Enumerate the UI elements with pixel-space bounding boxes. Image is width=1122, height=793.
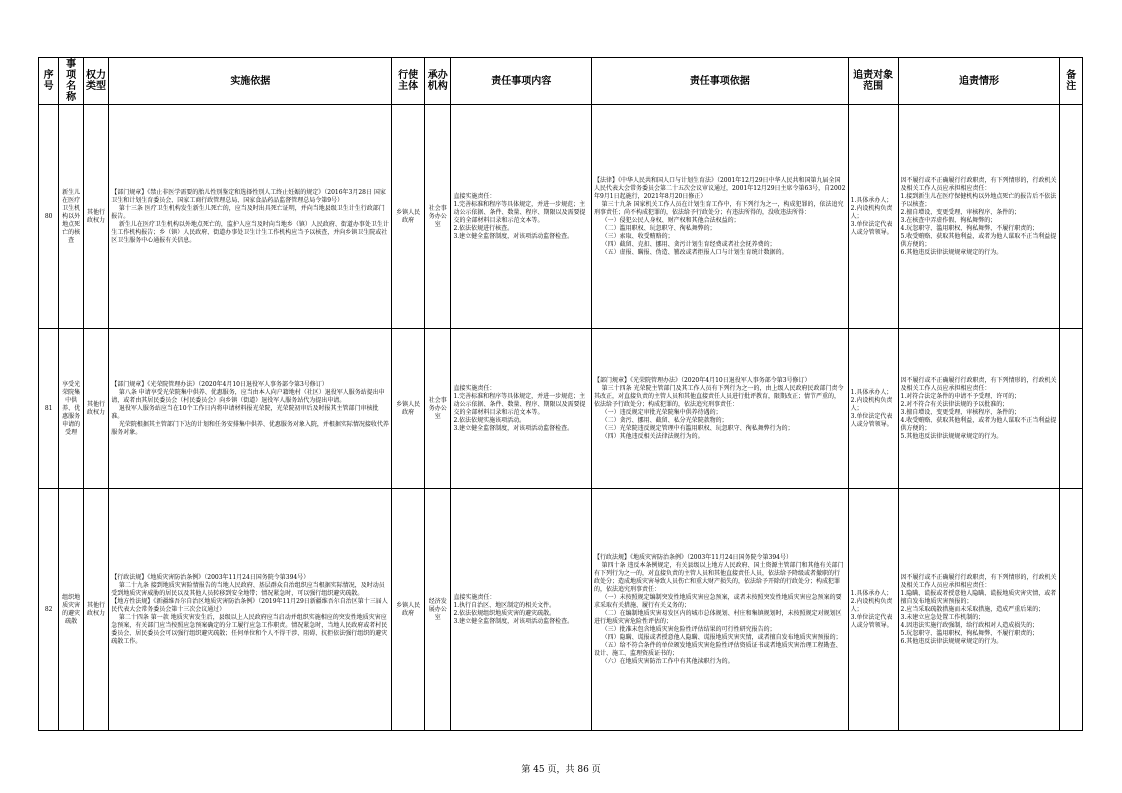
table-row xyxy=(39,329,1083,489)
cell-duty: 直接实施责任： 1.完善标准和程序等具体规定，并进一步规范；主动公示依据、条件、数量、程序、期限以及需要提交的全部材料目录和示范文本等。 2.依法依规实施该项活动。 3.建立健全监督制度，对该项活动监督检查。 xyxy=(451,329,592,489)
header-row xyxy=(39,58,1083,105)
table-row xyxy=(39,489,1083,731)
cell-org: 社会事务办公室 xyxy=(424,329,450,489)
table-row xyxy=(39,105,1083,329)
cell-duty-basis: 【行政法规】《地质灾害防治条例》（2003年11月24日国务院令第394号） 第四十条 违反本条例规定，有关县级以上地方人民政府、国土资源主管部门和其他有关部门有下列行为之一的，对直接负责的主管人员和其他直接责任人员，依法给予降级或者撤职的行政处分；造成地质灾害导致人员伤亡和重大财产损失的，依法给予开除的行政处分；构成犯罪的，依法追究刑事责任： （一）未按照规定编制突发性地质灾害应急预案，或者未按照突发性地质灾害应急预案的要求采取有关措施、履行有关义务的； （二）在编制地质灾害易发区内的城市总体规划、村庄和集镇规划时，未按照规定对规划区进行地质灾害危险性评估的； （三）批准未包含地质灾害危险性评估结果的可行性研究报告的； （四）隐瞒、谎报或者授意他人隐瞒、谎报地质灾害灾情，或者擅自发布地质灾害预报的； （五）给不符合条件的单位颁发地质灾害危险性评估资质证书或者地质灾害治理工程勘查、设计、施工、监理资质证书的； （六）在地质灾害防治工作中有其他渎职行为的。 xyxy=(591,489,848,731)
cell-org: 经济发展办公室 xyxy=(424,489,450,731)
header-subject: 行使主体 xyxy=(392,58,425,105)
cell-seq: 80 xyxy=(39,105,59,329)
responsibility-table xyxy=(38,57,1083,731)
header-basis: 实施依据 xyxy=(109,58,392,105)
cell-duty: 直接实施责任： 1.完善标准和程序等具体规定，并进一步规范；主动公示依据、条件、数量、程序、期限以及需要提交的全部材料目录和示范文本等。 2.依法依规进行核查。 3.建立健全监督制度，对该项活动监督检查。 xyxy=(451,105,592,329)
cell-scope: 1.具体承办人； 2.内设机构负责人； 3.单位法定代表人或分管领导。 xyxy=(848,105,898,329)
cell-note xyxy=(1060,105,1083,329)
cell-type: 其他行政权力 xyxy=(83,105,108,329)
cell-name: 组织地质灾害的避灾疏散 xyxy=(59,489,83,731)
cell-circ: 因不履行或不正确履行行政职责，有下列情形的，行政机关及相关工作人员应承担相应责任： 1.对符合法定条件的申请不予受理、许可的； 2.对不符合有关法律法规的予以批准的； 3.擅自增设、变更受理、审核程序、条件的； 4.收受贿赂、获取其他利益，或者为他人谋取不正当利益提供方便的； 5.其他违反法律法规规章规定的行为。 xyxy=(898,329,1060,489)
cell-seq: 82 xyxy=(39,489,59,731)
cell-basis: 【部门规章】《禁止非医学需要的胎儿性别鉴定和选择性别人工终止妊娠的规定》（2016年3月28日 国家卫生和计划生育委员会、国家工商行政管理总局、国家食品药品监督管理总局令第9号） 第十三条 医疗卫生机构发生新生儿死亡的，应当及时出具死亡证明，并向当地县级卫生计生行政部门报告。 新生儿在医疗卫生机构以外地点死亡的，监护人应当及时向当地乡（镇）人民政府、街道办事处卫生计生工作机构报告；乡（镇）人民政府、街道办事处卫生计生工作机构应当予以核查，并向乡镇卫生院或社区卫生服务中心通报有关信息。 xyxy=(109,105,392,329)
cell-note xyxy=(1060,489,1083,731)
cell-circ: 因不履行或不正确履行行政职责，有下列情形的，行政机关及相关工作人员应承担相应责任： 1.隐瞒、谎报或者授意他人隐瞒、谎报地质灾害灾情，或者擅自发布地质灾害预报的； 2.应当采取疏散措施而未采取措施，造成严重后果的； 3.未建立应急处置工作机制的； 4.因违法实施行政强制，给行政相对人造成损失的； 5.玩忽职守、滥用职权、徇私舞弊、不履行职责的； 6.其他违反法律法规规章规定的行为。 xyxy=(898,489,1060,731)
page-footer: 第 45 页，共 86 页 xyxy=(521,765,601,775)
cell-duty: 直接实施责任： 1.执行自治区、地区制定的相关文件。 2.依法依规组织地质灾害的避灾疏散。 3.建立健全监督制度，对该项活动监督检查。 xyxy=(451,489,592,731)
cell-note xyxy=(1060,329,1083,489)
cell-duty-basis: 【部门规章】《光荣院管理办法》（2020年4月10日退役军人事务部令第3号修订） 第三十四条 光荣院主管部门及其工作人员有下列行为之一的，由上级人民政府民政部门责令其改正，对直接负责的主管人员和其他直接责任人员进行批评教育，限期改正；情节严重的，依法给予行政处分；构成犯罪的，依法追究刑事责任： （一）违反规定审批光荣院集中供养待遇的； （二）贪污、挪用、截留、私分光荣院款物的； （三）光荣院违反规定管理中有滥用职权、玩忽职守、徇私舞弊行为的； （四）其他违反相关法律法规行为的。 xyxy=(591,329,848,489)
header-note: 备注 xyxy=(1060,58,1083,105)
header-duty: 责任事项内容 xyxy=(451,58,592,105)
header-type: 权力类型 xyxy=(83,58,108,105)
cell-subject: 乡镇人民政府 xyxy=(392,489,425,731)
cell-name: 享受光荣院集中供养、优惠服务申请的受理 xyxy=(59,329,83,489)
cell-basis: 【部门规章】《光荣院管理办法》（2020年4月10日退役军人事务部令第3号修订） 第八条 申请享受光荣院集中供养、优惠服务，应当由本人向户籍地村（社区）退役军人服务站提出申请，或者由其居民委员会（村民委员会）向乡镇（街道）退役军人服务站代为提出申请。 退役军人服务站应当在10个工作日内将申请材料报光荣院，光荣院初审后及时报其主管部门审核批准。 光荣院根据其主管部门下达的计划和任务安排集中供养、优惠服务对象入院，并根据实际情况接收代养服务对象。 xyxy=(109,329,392,489)
cell-type: 其他行政权力 xyxy=(83,329,108,489)
cell-type: 其他行政权力 xyxy=(83,489,108,731)
cell-seq: 81 xyxy=(39,329,59,489)
header-scope: 追责对象范围 xyxy=(848,58,898,105)
cell-org: 社会事务办公室 xyxy=(424,105,450,329)
cell-duty-basis: 【法律】《中华人民共和国人口与计划生育法》（2001年12月29日中华人民共和国第九届全国人民代表大会常务委员会第二十五次会议审议通过，2001年12月29日主席令第63号，自2002年9月1日起施行，2021年8月20日修正） 第三十九条 国家机关工作人员在计划生育工作中，有下列行为之一，构成犯罪的，依法追究刑事责任；尚不构成犯罪的，依法给予行政处分；有违法所得的，没收违法所得： （一）侵犯公民人身权、财产权和其他合法权益的； （二）滥用职权、玩忽职守、徇私舞弊的； （三）索取、收受贿赂的； （四）截留、克扣、挪用、贪污计划生育经费或者社会抚养费的； （五）虚报、瞒报、伪造、篡改或者拒报人口与计划生育统计数据的。 xyxy=(591,105,848,329)
cell-subject: 乡镇人民政府 xyxy=(392,105,425,329)
cell-basis: 【行政法规】《地质灾害防治条例》（2003年11月24日国务院令第394号） 第二十九条 接到地质灾害险情报告的当地人民政府、基层群众自治组织应当根据实际情况，及时动员受到地质灾害威胁的居民以及其他人员转移到安全地带；情况紧急时，可以强行组织避灾疏散。 【地方性法规】《新疆维吾尔自治区地质灾害防治条例》（2019年11月29日新疆维吾尔自治区第十三届人民代表大会常务委员会第十三次会议通过） 第二十四条 第一款 地质灾害发生后，县级以上人民政府应当启动并组织实施相应的突发性地质灾害应急预案，有关部门应当按照应急预案确定的分工履行应急工作职责。情况紧急时，当地人民政府或者村民委员会、居民委员会可以强行组织避灾疏散；任何单位和个人不得干涉、阻碍、抗拒依法强行组织的避灾疏散工作。 xyxy=(109,489,392,731)
cell-scope: 1.具体承办人； 2.内设机构负责人； 3.单位法定代表人或分管领导。 xyxy=(848,489,898,731)
header-circ: 追责情形 xyxy=(898,58,1060,105)
header-duty-basis: 责任事项依据 xyxy=(591,58,848,105)
cell-name: 新生儿在医疗卫生机构以外地点死亡的核查 xyxy=(59,105,83,329)
cell-subject: 乡镇人民政府 xyxy=(392,329,425,489)
header-org: 承办机构 xyxy=(424,58,450,105)
header-seq: 序号 xyxy=(39,58,59,105)
cell-scope: 1.具体承办人； 2.内设机构负责人； 3.单位法定代表人或分管领导。 xyxy=(848,329,898,489)
cell-circ: 因不履行或不正确履行行政职责，有下列情形的，行政机关及相关工作人员应承担相应责任： 1.接到新生儿在医疗保健机构以外地点死亡的报告后不依法予以核查； 2.擅自增设、变更受理、审核程序、条件的； 3.在核查中弄虚作假、徇私舞弊的； 4.玩忽职守、滥用职权、徇私舞弊、不履行职责的； 5.收受贿赂、获取其他利益，或者为他人谋取不正当利益提供方便的； 6.其他违反法律法规规章规定的行为。 xyxy=(898,105,1060,329)
header-name: 事项名称 xyxy=(59,58,83,105)
